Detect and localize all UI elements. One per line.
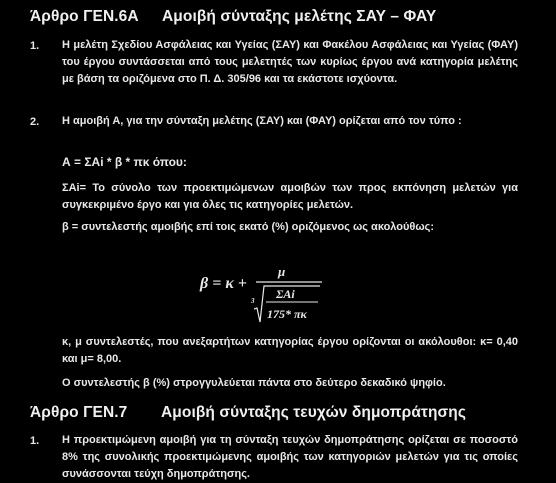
root-index: 3	[251, 297, 255, 305]
formula-numerator: μ	[278, 264, 286, 279]
formula-denominator-bottom: 175* πκ	[267, 307, 307, 321]
item-number: 1.	[30, 435, 40, 447]
formula-lhs: β = κ +	[200, 275, 247, 292]
article-number: Άρθρο ΓΕΝ.7	[30, 404, 128, 421]
definition-k-mu: κ, μ συντελεστές, που ανεξαρτήτων κατηγορίας έργου ορίζονται οι ακόλουθοι: κ= 0,40 και μ= 8,00.	[62, 336, 518, 365]
article-number: Άρθρο ΓΕΝ.6Α	[30, 8, 139, 25]
article-title: Αμοιβή σύνταξης μελέτης ΣΑΥ – ΦΑΥ	[162, 8, 437, 25]
article-heading-gen6a	[30, 8, 436, 26]
rounding-note: Ο συντελεστής β (%) στρογγυλεύεται πάντα στο δεύτερο δεκαδικό ψηφίο.	[62, 377, 446, 389]
article-title: Αμοιβή σύνταξης τευχών δημοπράτησης	[161, 404, 466, 421]
paragraph-fee-formula-intro: Η αμοιβή Α, για την σύνταξη μελέτης (ΣΑΥ) και (ΦΑΥ) ορίζεται από τον τύπο :	[62, 115, 462, 127]
paragraph-tender-documents-fee: Η προεκτιμώμενη αμοιβή για τη σύνταξη τευχών δημοπράτησης ορίζεται σε ποσοστό 8% της συνολικής προεκτιμώμενης αμοιβής των κατηγοριών μελετών για τις οποίες συνάσσονται τεύχη δημοπράτησης.	[62, 434, 518, 480]
beta-formula	[198, 262, 328, 326]
paragraph-sau-fau-study: Η μελέτη Σχεδίου Ασφάλειας και Υγείας (ΣΑΥ) και Φακέλου Ασφάλειας και Υγείας (ΦΑΥ) του έργου συντάσσεται από τους μελετητές των κυρίως έργου ανά κατηγορία μελέτης με βάση τα οριζόμενα στο Π. Δ. 305/96 και τα εκάστοτε ισχύοντα.	[62, 39, 518, 85]
formula-denominator-top: ΣΑi	[276, 287, 295, 301]
definition-sai: ΣΑi= Το σύνολο των προεκτιμώμενων αμοιβών των προς εκπόνηση μελετών για συγκεκριμένο έργο και για όλες τις κατηγορίες μελετών.	[62, 182, 518, 211]
item-number: 2.	[30, 116, 40, 128]
formula-inline: Α = ΣΑi * β * πκ όπου:	[62, 155, 187, 169]
article-heading-gen7	[30, 404, 466, 422]
definition-beta: β = συντελεστής αμοιβής επί τοις εκατό (%) οριζόμενος ως ακολούθως:	[62, 221, 435, 233]
item-number: 1.	[30, 40, 40, 52]
